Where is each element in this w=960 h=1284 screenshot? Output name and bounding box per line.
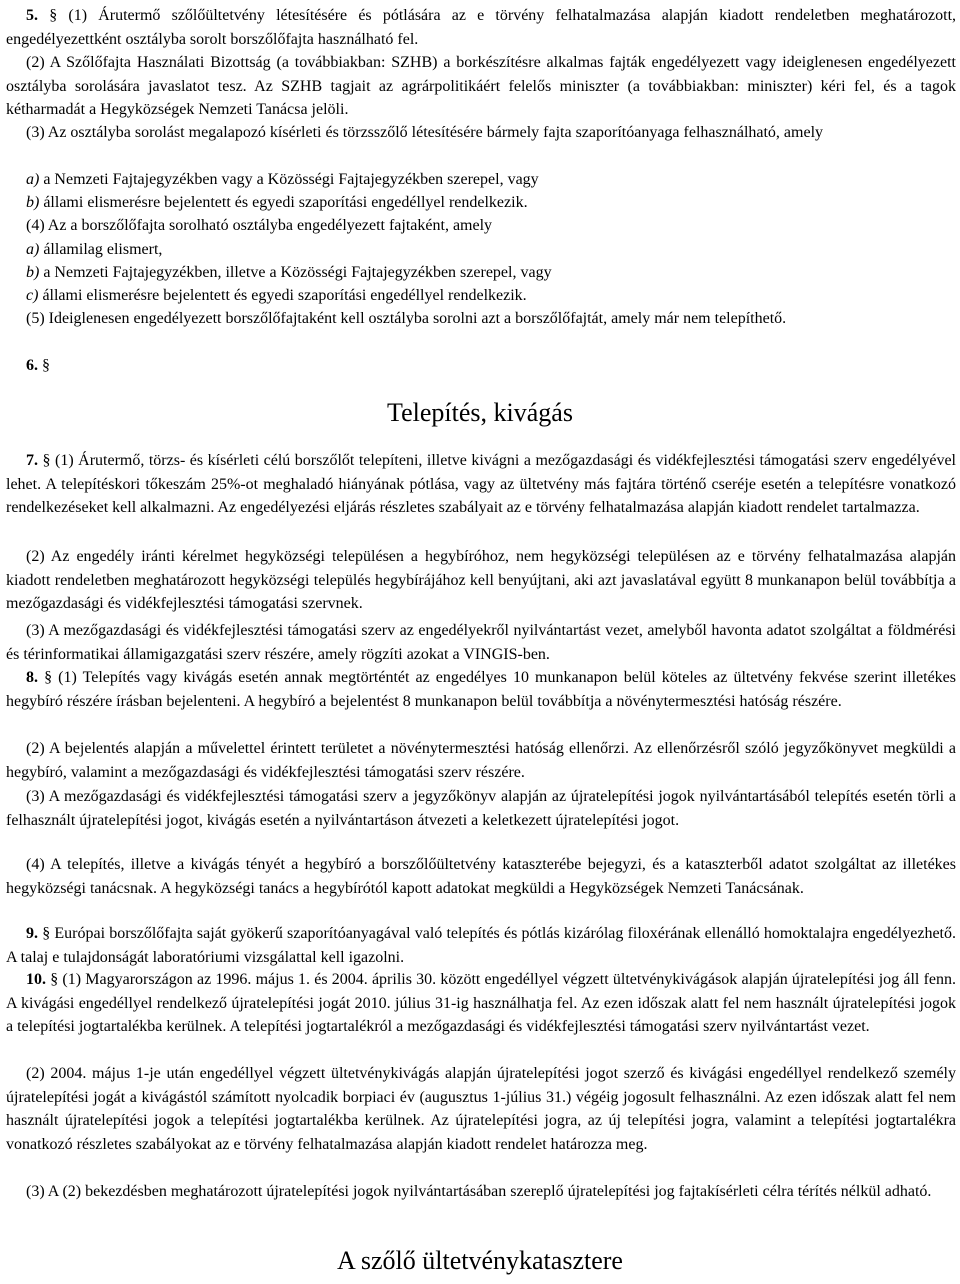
section-6 bbox=[6, 354, 956, 378]
item-marker: a) bbox=[26, 241, 40, 258]
heading-cadastre: A szőlő ültetvénykatasztere bbox=[337, 1246, 623, 1275]
section-sign: § bbox=[42, 357, 50, 374]
section-8-para-1 bbox=[6, 666, 956, 713]
section-number: 6. bbox=[26, 357, 38, 374]
item-marker: a) bbox=[26, 171, 40, 188]
para-text: (1) Árutermő szőlőültetvény létesítésére és pótlására az e törvény felhatalmazása alapján kiadott rendeletben meghatározott, engedélyezettként osztályba sorolt borszőlőfajta használható fel. bbox=[6, 7, 957, 48]
heading-planting: Telepítés, kivágás bbox=[387, 398, 573, 427]
section-5-para-3-item-b bbox=[6, 191, 956, 215]
section-9 bbox=[6, 922, 956, 969]
section-5-para-4: (4) Az a borszőlőfajta sorolható osztályba engedélyezett fajtaként, amely bbox=[26, 217, 493, 234]
section-5-para-3-item-a bbox=[6, 168, 956, 192]
item-marker: b) bbox=[26, 194, 40, 211]
section-5-para-1 bbox=[6, 4, 956, 51]
section-5-para-4-item-a bbox=[6, 238, 956, 262]
section-number: 7. bbox=[26, 452, 38, 469]
item-text: állami elismerésre bejelentett és egyedi szaporítási engedéllyel rendelkezik. bbox=[43, 194, 528, 211]
section-7-para-2: (2) Az engedély iránti kérelmet hegyközségi településen a hegybíróhoz, nem hegyközségi településen az e törvény felhatalmazása alapján kiadott rendeletben meghatározott hegyközségi település hegybírájához kell benyújtani, aki azt javaslatával együtt 8 munkanapon belül továbbítja a mezőgazdasági és vidékfejlesztési támogatási szervnek. bbox=[6, 548, 956, 613]
section-sign: § bbox=[42, 925, 51, 942]
para-text: (1) Telepítés vagy kivágás esetén annak megtörténtét az engedélyes 10 munkanapon belül köteles az ültetvény fekvése szerint illetékes hegybíró részére írásban bejelenteni. A hegybíró a bejelentést 8 munkanapon belül továbbítja a növénytermesztési hatóság részére. bbox=[6, 669, 957, 710]
section-10-para-3: (3) A (2) bekezdésben meghatározott újratelepítési jogok nyilvántartásában szereplő újratelepítési jog fajtakísérleti célra térítés nélkül adható. bbox=[26, 1183, 932, 1200]
item-text: a Nemzeti Fajtajegyzékben vagy a Közösségi Fajtajegyzékben szerepel, vagy bbox=[43, 171, 539, 188]
section-sign: § bbox=[49, 7, 58, 24]
section-number: 5. bbox=[26, 7, 38, 24]
section-10-para-1 bbox=[6, 968, 956, 1039]
section-number: 8. bbox=[26, 669, 38, 686]
para-text: Európai borszőlőfajta saját gyökerű szaporítóanyagával való telepítés és pótlás kizárólag filoxérának ellenálló homoktalajra engedélyezhető. A talaj e tulajdonságát laboratóriumi vizsgálattal kell igazolni. bbox=[6, 925, 957, 966]
section-5-para-2: (2) A Szőlőfajta Használati Bizottság (a továbbiakban: SZHB) a borkészítésre alkalmas fajták engedélyezett vagy ideiglenesen engedélyezett osztályba sorolására javaslatot tesz. Az SZHB tagjait az agrárpolitikáért felelős miniszter (a továbbiakban: miniszter) kéri fel, és a tagok kétharmadát a Hegyközségek Nemzeti Tanácsa jelöli. bbox=[6, 54, 956, 119]
para-text: (1) Árutermő, törzs- és kísérleti célú borszőlőt telepíteni, illetve kivágni a mezőgazdasági és vidékfejlesztési támogatási szerv engedélyével lehet. A telepítéskori tőkeszám 25%-ot meghaladó hiányának pótlása, vagy az ültetvény más fajtára történő cseréje esetén a telepítésre vonatkozó rendelkezéseket kell alkalmazni. Az engedélyezési eljárás részletes szabályait az e törvény felhatalmazása alapján kiadott rendelet tartalmazza. bbox=[6, 452, 956, 517]
section-8-para-4: (4) A telepítés, illetve a kivágás tényét a hegybíró a borszőlőültetvény kataszterébe bejegyzi, és a kataszterből adatot szolgáltat az illetékes hegyközségi tanácsnak. A hegyközségi tanács a hegybírótól kapott adatokat megküldi a Hegyközségek Nemzeti Tanácsának. bbox=[6, 856, 956, 897]
section-number: 10. bbox=[26, 971, 46, 988]
item-marker: c) bbox=[26, 287, 39, 304]
section-7-para-1 bbox=[6, 449, 956, 520]
section-5-para-4-item-b bbox=[6, 261, 956, 285]
section-10-para-2: (2) 2004. május 1-je után engedéllyel végzett ültetvénykivágás alapján újratelepítési jogot szerző és kivágási engedéllyel rendelkező személy újratelepítési jogát a kivágástól számított nyolcadik borpiaci év (augusztus 1-július 31.) végéig jogosult felhasználni. Az ezen időszak alatt fel nem használt újratelepítési jogok a telepítési jogtartalékba kerülnek. Az újratelepítési jogra, az új telepítési jogra, valamint a telepítési jogtartalékra vonatkozó részletes szabályokat az e törvény felhatalmazása alapján kiadott rendelet határozza meg. bbox=[6, 1065, 956, 1153]
section-sign: § bbox=[50, 971, 59, 988]
section-sign: § bbox=[44, 669, 53, 686]
item-text: a Nemzeti Fajtajegyzékben, illetve a Közösségi Fajtajegyzékben szerepel, vagy bbox=[43, 264, 552, 281]
item-text: állami elismerésre bejelentett és egyedi szaporítási engedéllyel rendelkezik. bbox=[42, 287, 527, 304]
para-text: (1) Magyarországon az 1996. május 1. és 2004. április 30. között engedéllyel végzett ültetvénykivágások alapján újratelepítési jog áll fenn. A kivágási engedéllyel rendelkező újratelepítési jogát 2010. július 31-ig használhatja fel. Az ezen időszak alatt fel nem használt újratelepítési jogok a telepítési jogtartalékba kerülnek. A telepítési jogtartalékról a mezőgazdasági és vidékfejlesztési támogatási szerv nyilvántartást vezet. bbox=[6, 971, 957, 1036]
item-text: államilag elismert, bbox=[43, 241, 163, 258]
item-marker: b) bbox=[26, 264, 40, 281]
section-5-para-5: (5) Ideiglenesen engedélyezett borszőlőfajtaként kell osztályba sorolni azt a borszőlőfajtát, amely már nem telepíthető. bbox=[26, 310, 787, 327]
section-number: 9. bbox=[26, 925, 38, 942]
section-5-para-3: (3) Az osztályba sorolást megalapozó kísérleti és törzsszőlő létesítésére bármely fajta szaporítóanyaga felhasználható, amely bbox=[26, 124, 824, 141]
section-5-para-4-item-c bbox=[6, 284, 956, 308]
section-7-para-3: (3) A mezőgazdasági és vidékfejlesztési támogatási szerv az engedélyekről nyilvántartást vezet, amelyből havonta adatot szolgáltat a földmérési és térinformatikai államigazgatási szerv részére, amely rögzíti azokat a VINGIS-ben. bbox=[6, 622, 956, 663]
section-8-para-3: (3) A mezőgazdasági és vidékfejlesztési támogatási szerv a jegyzőkönyv alapján az újratelepítési jogok nyilvántartásából telepítés esetén törli a felhasznált újratelepítési jogot, kivágás esetén a nyilvántartáson átvezeti a keletkezett újratelepítési jogot. bbox=[6, 788, 956, 829]
section-sign: § bbox=[42, 452, 51, 469]
section-8-para-2: (2) A bejelentés alapján a művelettel érintett területet a növénytermesztési hatóság ellenőrzi. Az ellenőrzésről szóló jegyzőkönyvet megküldi a hegybíró, valamint a mezőgazdasági és vidékfejlesztési támogatási szerv részére. bbox=[6, 740, 956, 781]
